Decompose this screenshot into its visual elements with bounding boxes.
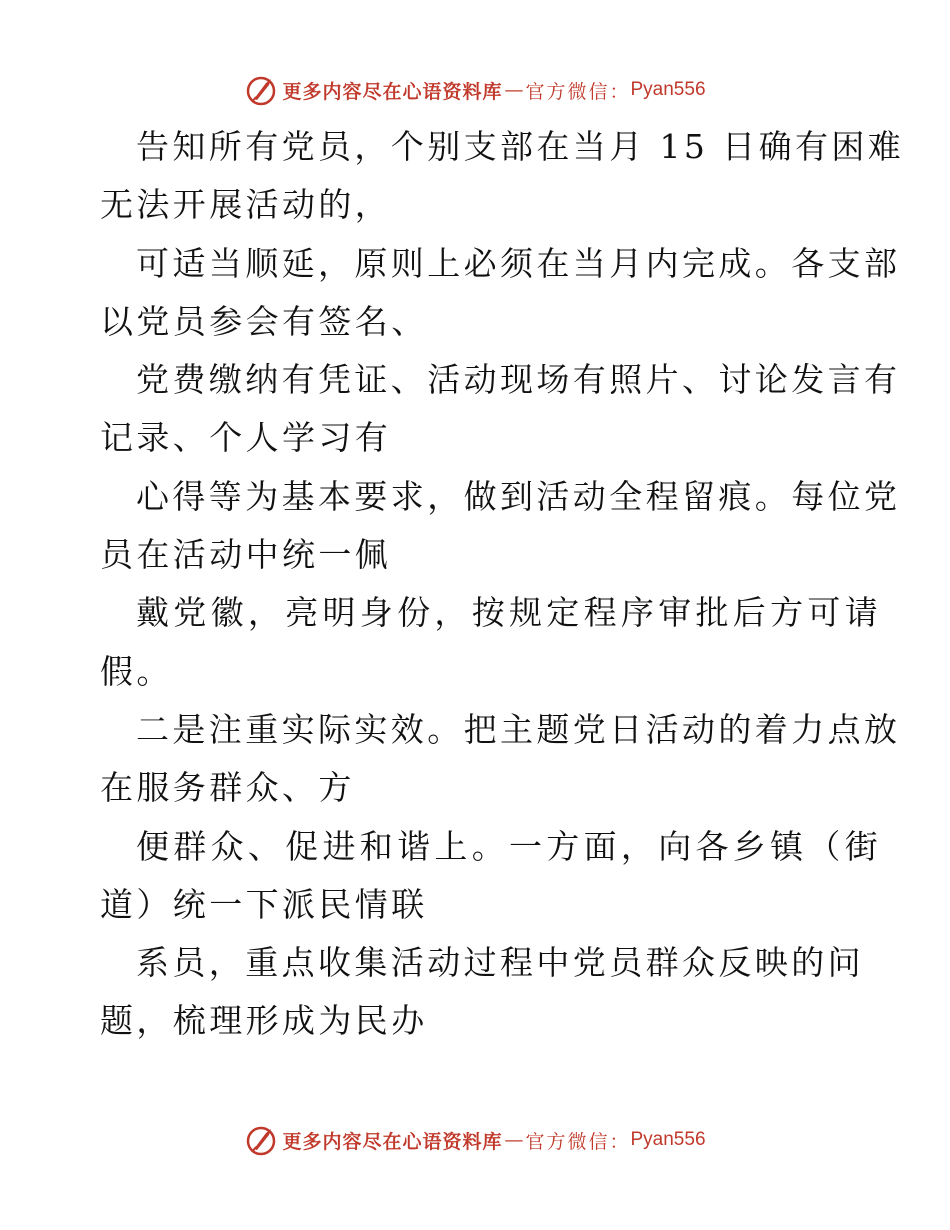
body-line-6: 记录、个人学习有	[100, 418, 392, 458]
body-line-5: 党费缴纳有凭证、活动现场有照片、讨论发言有	[136, 360, 901, 400]
body-line-16: 题，梳理形成为民办	[100, 1001, 428, 1041]
footer-wechat-id: Pyan556	[630, 1129, 706, 1150]
pen-nib-logo-icon	[244, 73, 278, 107]
footer-brand-text: 更多内容尽在心语资料库	[282, 1130, 503, 1153]
footer-wechat-label: 官方微信：	[525, 1130, 631, 1153]
body-line-2: 无法开展活动的，	[100, 185, 392, 225]
body-line-13: 便群众、促进和谐上。一方面，向各乡镇（街	[136, 826, 882, 866]
pen-nib-logo-icon	[244, 1123, 278, 1157]
footer-banner	[0, 1120, 950, 1160]
body-line-14: 道）统一下派民情联	[100, 884, 428, 924]
footer-dash: —	[504, 1129, 524, 1151]
body-line-3: 可适当顺延，原则上必须在当月内完成。各支部	[136, 243, 901, 283]
body-line-7: 心得等为基本要求，做到活动全程留痕。每位党	[136, 476, 901, 516]
body-line-10: 假。	[100, 651, 173, 691]
document-body	[100, 118, 905, 1051]
header-brand-text: 更多内容尽在心语资料库	[282, 80, 503, 103]
header-dash: —	[504, 79, 524, 101]
header-wechat-id: Pyan556	[630, 79, 706, 100]
body-line-11: 二是注重实际实效。把主题党日活动的着力点放	[136, 709, 901, 749]
body-line-8: 员在活动中统一佩	[100, 535, 392, 575]
body-line-12: 在服务群众、方	[100, 768, 355, 808]
body-line-9: 戴党徽，亮明身份，按规定程序审批后方可请	[136, 593, 882, 633]
header-wechat-label: 官方微信：	[525, 80, 631, 103]
body-line-4: 以党员参会有签名、	[100, 301, 428, 341]
body-line-15: 系员，重点收集活动过程中党员群众反映的问	[136, 943, 864, 983]
header-banner	[0, 70, 950, 110]
body-line-1: 告知所有党员，个别支部在当月 15 日确有困难	[136, 127, 905, 166]
